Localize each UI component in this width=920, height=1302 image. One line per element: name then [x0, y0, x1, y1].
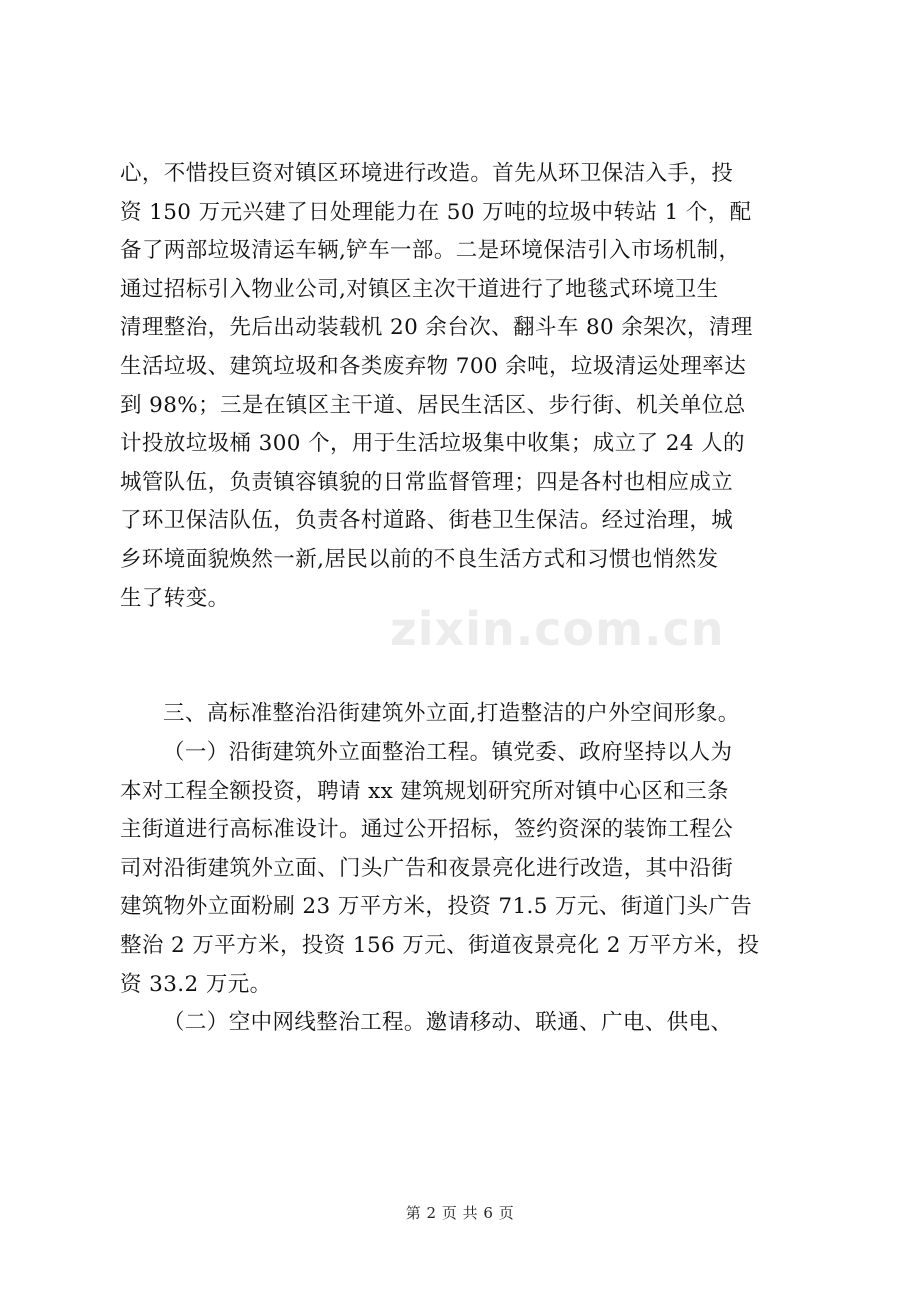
paragraph-environment [120, 155, 810, 618]
text-line: 整治 2 万平方米，投资 156 万元、街道夜景亮化 2 万平方米，投 [120, 932, 760, 958]
section-heading-text: 三、高标准整治沿街建筑外立面,打造整洁的户外空间形象。 [163, 701, 740, 726]
text-line: 司对沿街建筑外立面、门头广告和夜景亮化进行改造，其中沿街 [120, 855, 734, 881]
section-heading-3 [120, 695, 810, 734]
text-line: 清理整治，先后出动装载机 20 余台次、翻斗车 80 余架次，清理 [120, 315, 753, 341]
text-line: 生活垃圾、建筑垃圾和各类废弃物 700 余吨，垃圾清运处理率达 [120, 353, 747, 379]
text-line: （一）沿街建筑外立面整治工程。镇党委、政府坚持以人为 [163, 740, 733, 765]
text-line: 备了两部垃圾清运车辆,铲车一部。二是环境保洁引入市场机制， [120, 238, 741, 264]
text-line: 资 150 万元兴建了日处理能力在 50 万吨的垃圾中转站 1 个，配 [120, 199, 752, 225]
page-footer: 第 2 页 共 6 页 [405, 1204, 515, 1222]
text-line: 心，不惜投巨资对镇区环境进行改造。首先从环卫保洁入手，投 [120, 161, 734, 186]
text-line: 乡环境面貌焕然一新,居民以前的不良生活方式和习惯也悄然发 [120, 546, 719, 572]
text-line: 本对工程全额投资，聘请 xx 建筑规划研究所对镇中心区和三条 [120, 778, 729, 804]
text-line: 生了转变。 [120, 585, 230, 611]
text-line: 主街道进行高标准设计。通过公开招标，签约资深的装饰工程公 [120, 817, 734, 843]
text-line: 计投放垃圾桶 300 个，用于生活垃圾集中收集；成立了 24 人的 [120, 431, 745, 457]
watermark: zixin.com.cn [390, 602, 725, 656]
text-line: 建筑物外立面粉刷 23 万平方米，投资 71.5 万元、街道门头广告 [120, 894, 753, 920]
text-line: （二）空中网线整治工程。邀请移动、联通、广电、供电、 [163, 1010, 733, 1035]
text-line: 城管队伍，负责镇容镇貌的日常监督管理；四是各村也相应成立 [120, 469, 734, 495]
text-line: 资 33.2 万元。 [120, 971, 272, 997]
text-line: 通过招标引入物业公司,对镇区主次干道进行了地毯式环境卫生 [120, 276, 719, 302]
text-line: 了环卫保洁队伍，负责各村道路、街巷卫生保洁。经过治理，城 [120, 508, 734, 534]
text-line: 到 98%；三是在镇区主干道、居民生活区、步行街、机关单位总 [120, 392, 746, 418]
paragraph-facade [120, 734, 810, 1004]
paragraph-cables [120, 1004, 810, 1043]
